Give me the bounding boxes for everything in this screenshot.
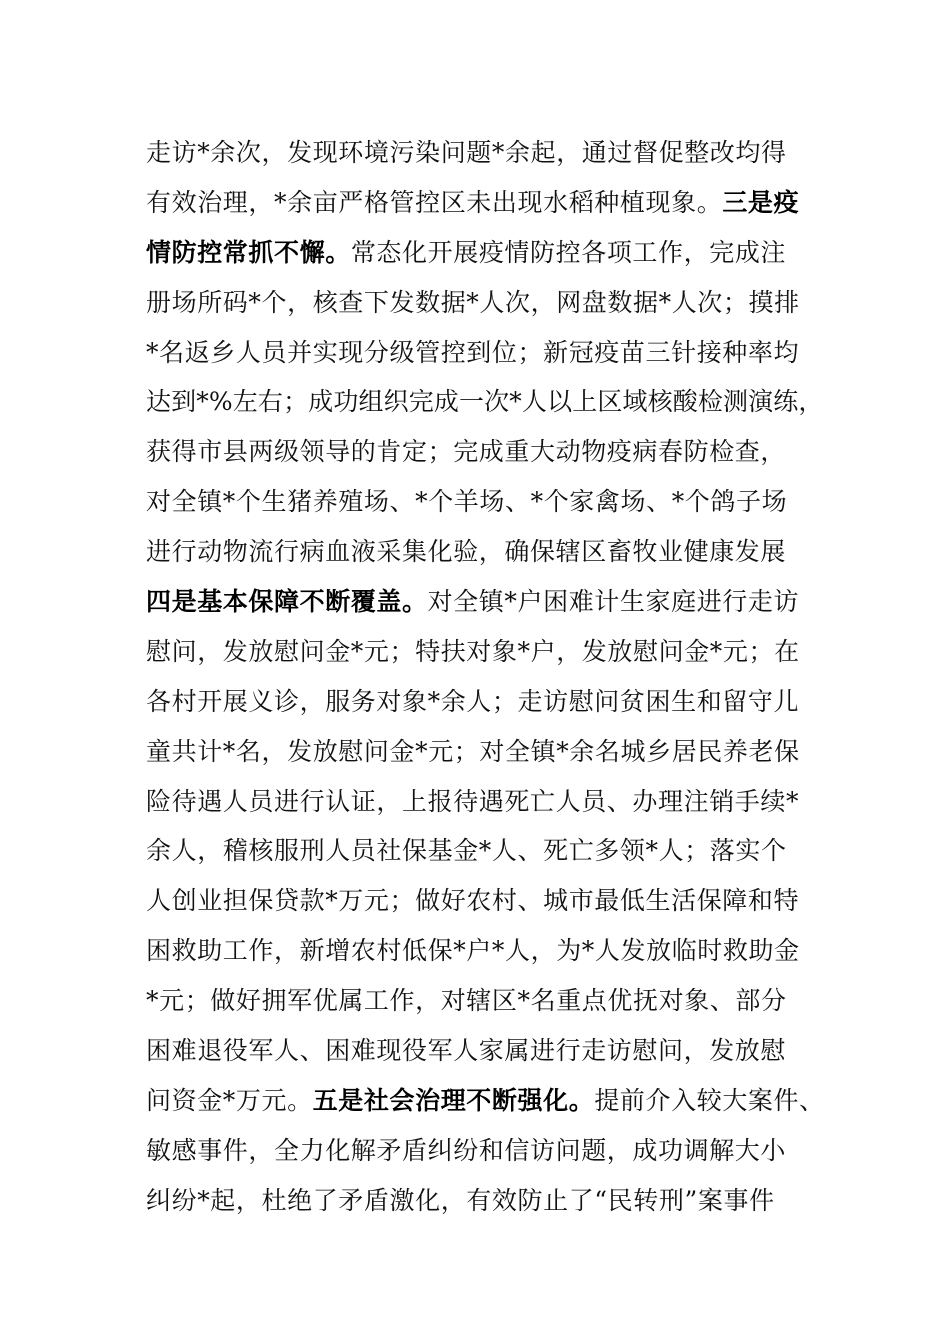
text-line [146, 477, 826, 527]
text-line [146, 427, 826, 477]
text-segment: 有效治理，*余亩严格管控区未出现水稻种植现象。 [146, 187, 723, 217]
text-line [146, 328, 826, 378]
text-line [146, 377, 826, 427]
bold-heading-phrase: 五是社会治理不断强化。 [312, 1085, 595, 1115]
text-line [146, 777, 826, 827]
text-segment: 达到*%左右；成功组织完成一次*人以上区域核酸检测演练， [146, 387, 824, 417]
bold-heading-phrase: 情防控常抓不懈。 [146, 237, 351, 267]
text-segment: 问资金*万元。 [146, 1085, 313, 1115]
text-line [146, 1176, 826, 1226]
text-line [146, 976, 826, 1026]
text-line [146, 1076, 826, 1126]
text-line [146, 577, 826, 627]
text-segment: 进行动物流行病血液采集化验，确保辖区畜牧业健康发展 [146, 537, 787, 567]
text-line [146, 178, 826, 228]
text-segment: 敏感事件，全力化解矛盾纠纷和信访问题，成功调解大小 [146, 1135, 787, 1165]
text-segment: 册场所码*个，核查下发数据*人次，网盘数据*人次；摸排 [146, 287, 800, 317]
text-line [146, 826, 826, 876]
text-segment: 慰问，发放慰问金*元；特扶对象*户，发放慰问金*元；在 [146, 636, 800, 666]
text-segment: 提前介入较大案件、 [594, 1085, 825, 1115]
bold-heading-phrase: 三是疫 [722, 187, 800, 217]
text-segment: *名返乡人员并实现分级管控到位；新冠疫苗三针接种率均 [146, 337, 800, 367]
text-segment: 走访*余次，发现环境污染问题*余起，通过督促整改均得 [146, 138, 787, 167]
text-line [146, 1026, 826, 1076]
text-segment: 获得市县两级领导的肯定；完成重大动物疫病春防检查， [146, 437, 787, 467]
text-line [146, 527, 826, 577]
text-line [146, 627, 826, 677]
body-text [146, 128, 826, 1226]
text-segment: 常态化开展疫情防控各项工作，完成注 [350, 237, 787, 267]
text-line [146, 278, 826, 328]
text-segment: 纠纷*起，杜绝了矛盾激化，有效防止了“民转刑”案事件 [146, 1185, 775, 1215]
text-line [146, 228, 826, 278]
text-segment: *元；做好拥军优属工作，对辖区*名重点优抚对象、部分 [146, 986, 787, 1016]
text-segment: 童共计*名，发放慰问金*元；对全镇*余名城乡居民养老保 [146, 736, 800, 766]
text-segment: 人创业担保贷款*万元；做好农村、城市最低生活保障和特 [146, 886, 800, 916]
text-line [146, 677, 826, 727]
text-line [146, 876, 826, 926]
text-segment: 对全镇*个生猪养殖场、*个羊场、*个家禽场、*个鸽子场 [146, 487, 788, 517]
text-line [146, 727, 826, 777]
text-line [146, 926, 826, 976]
text-line [146, 128, 826, 178]
text-segment: 困救助工作，新增农村低保*户*人，为*人发放临时救助金 [146, 936, 800, 966]
text-segment: 险待遇人员进行认证，上报待遇死亡人员、办理注销手续* [146, 786, 800, 816]
text-segment: 对全镇*户困难计生家庭进行走访 [427, 587, 800, 617]
text-line [146, 1126, 826, 1176]
text-segment: 各村开展义诊，服务对象*余人；走访慰问贫困生和留守儿 [146, 686, 800, 716]
text-segment: 余人，稽核服刑人员社保基金*人、死亡多领*人；落实个 [146, 836, 787, 866]
text-segment: 困难退役军人、困难现役军人家属进行走访慰问，发放慰 [146, 1036, 787, 1066]
bold-heading-phrase: 四是基本保障不断覆盖。 [146, 587, 428, 617]
